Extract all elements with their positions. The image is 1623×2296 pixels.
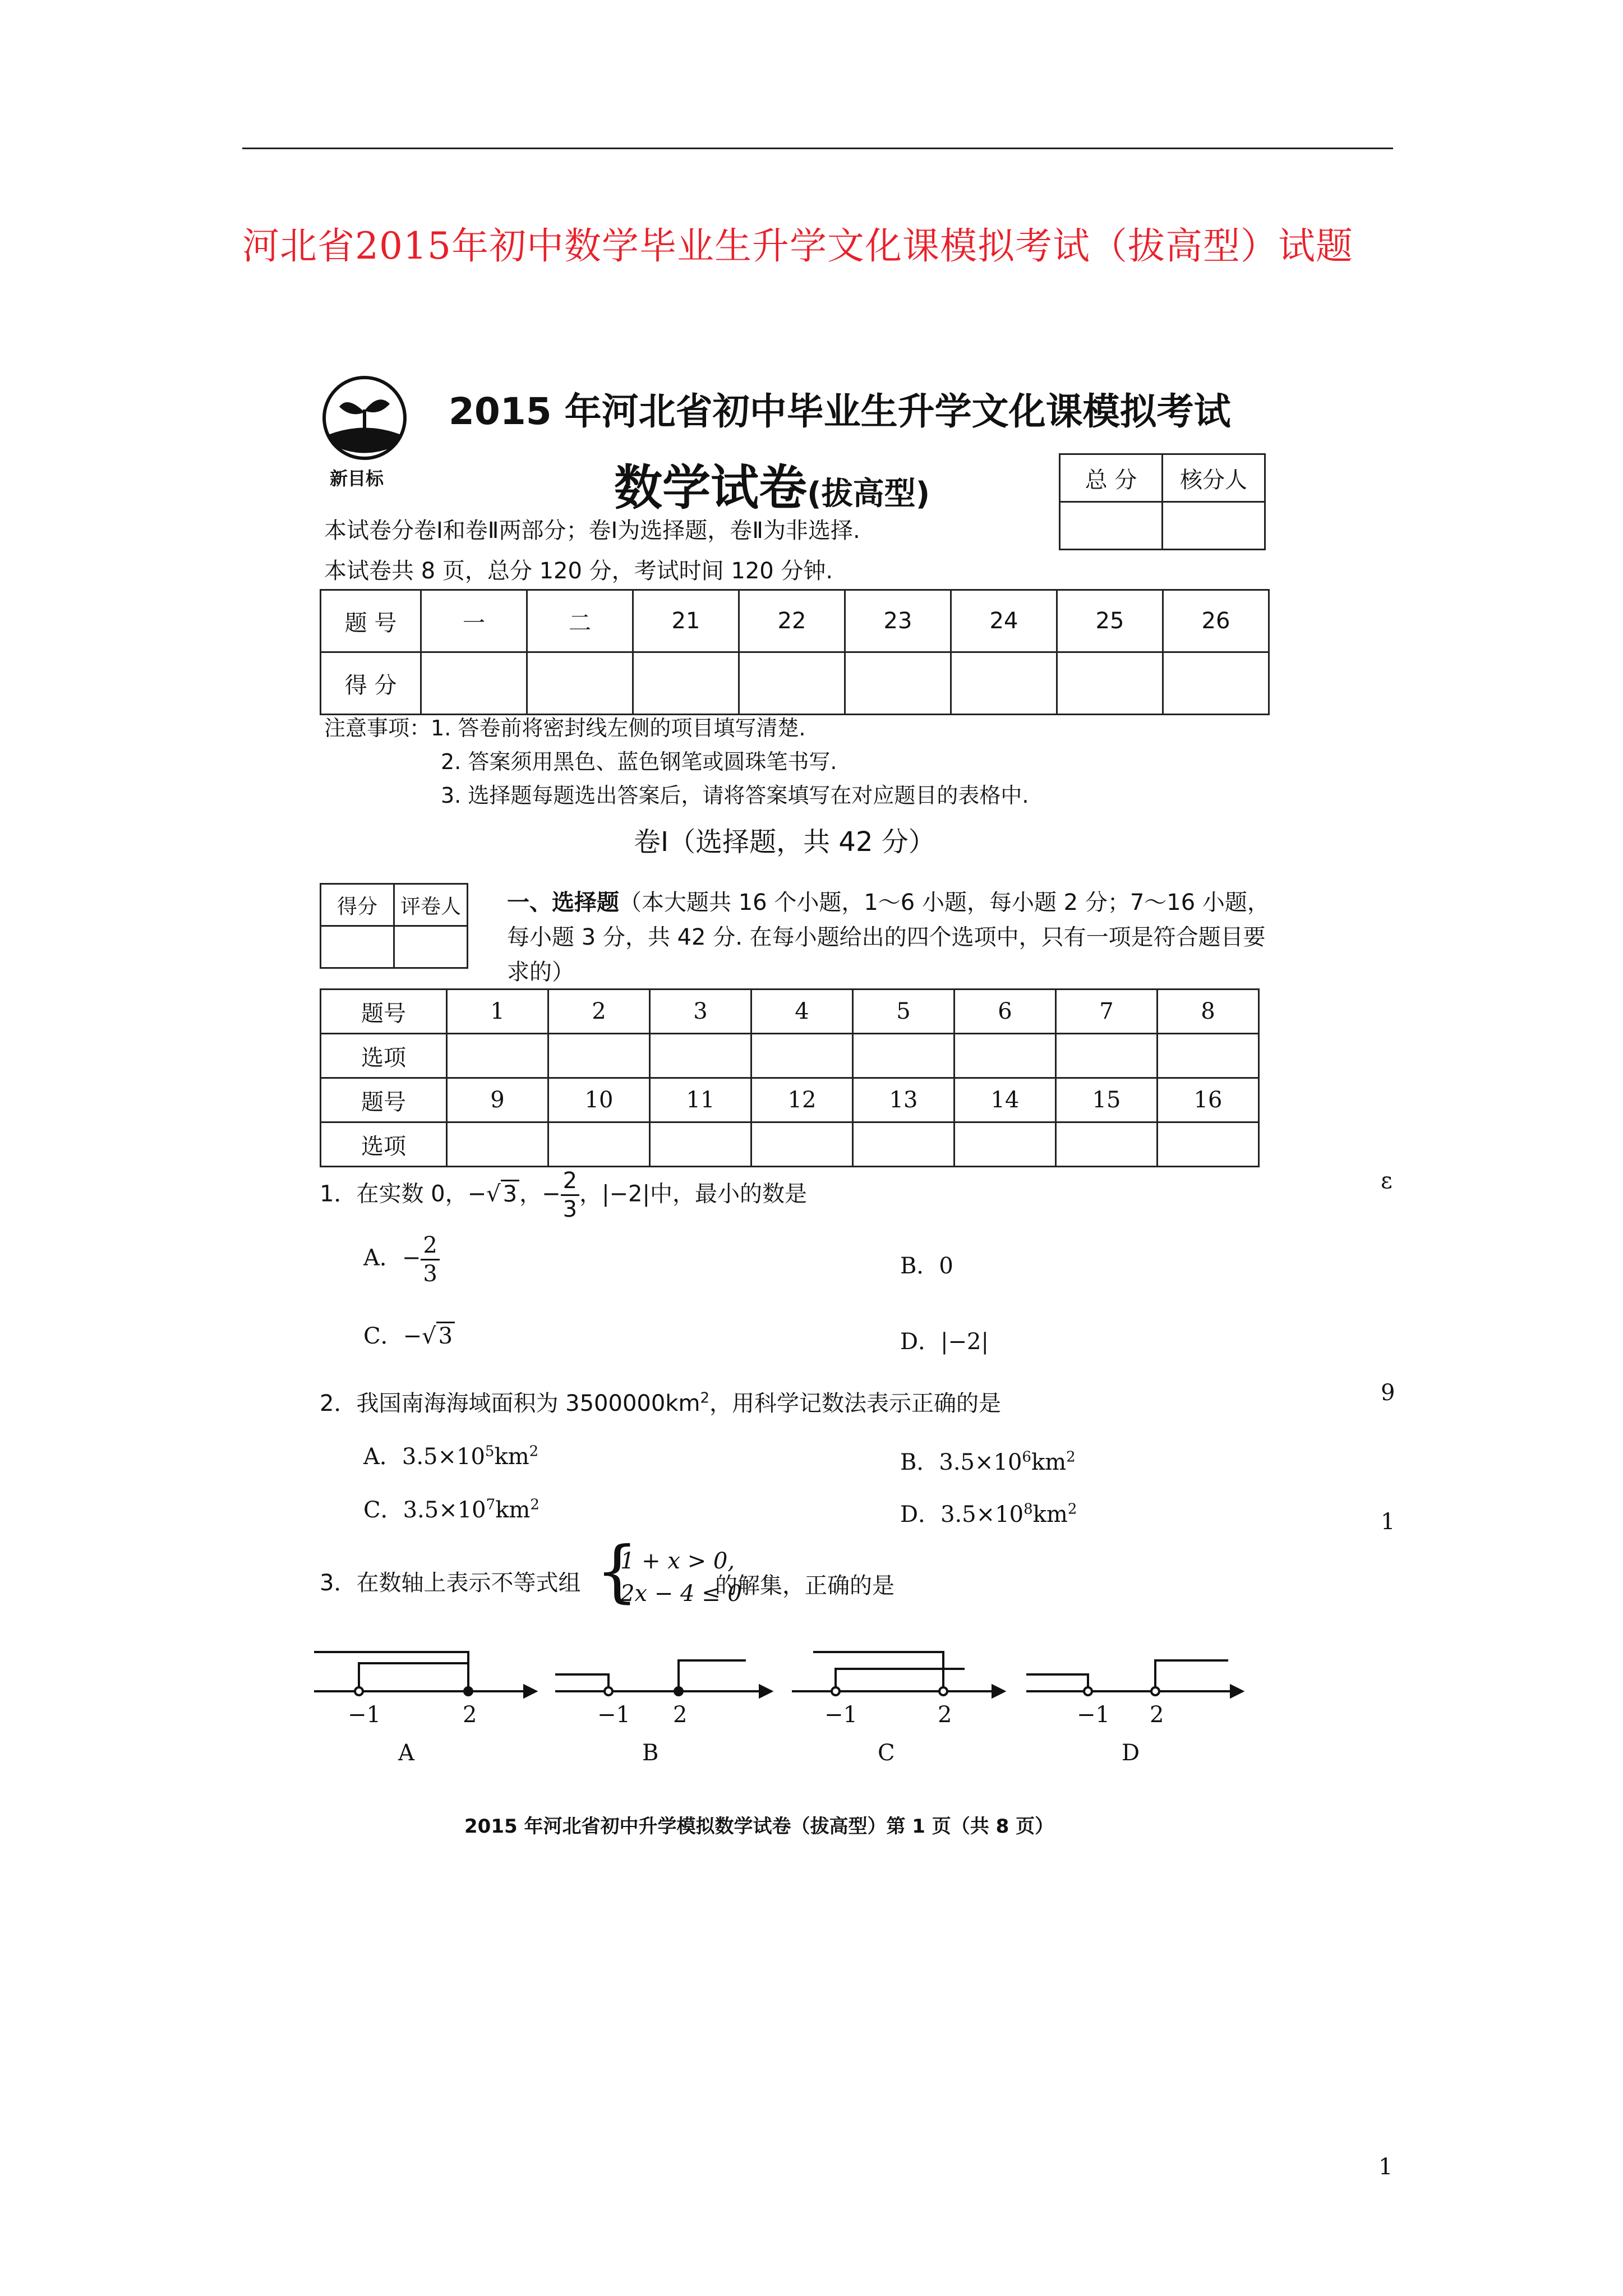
score-cell xyxy=(1163,652,1269,715)
q2-option-c xyxy=(363,1492,540,1524)
grader-cell xyxy=(394,926,468,968)
q1-option-d: D．|−2| xyxy=(900,1329,989,1355)
answer-q-num: 1 xyxy=(447,990,548,1034)
top-rule xyxy=(242,148,1393,149)
tick-pos: 2 xyxy=(463,1702,477,1728)
answer-q-label: 题号 xyxy=(321,990,447,1034)
answer-cell xyxy=(1158,1122,1259,1167)
logo-caption: 新目标 xyxy=(330,468,384,489)
answer-table xyxy=(320,988,1260,1167)
answer-q-num: 15 xyxy=(1056,1078,1158,1122)
answer-q-num: 16 xyxy=(1158,1078,1259,1122)
score-cell xyxy=(527,652,633,715)
option-label: B xyxy=(642,1740,659,1766)
total-score-table xyxy=(1059,453,1266,550)
option-label: A xyxy=(398,1740,414,1766)
answer-q-num: 2 xyxy=(548,990,650,1034)
q1-option-a xyxy=(363,1234,440,1285)
question-2 xyxy=(320,1386,1001,1418)
margin-mark: 1 xyxy=(1381,1509,1395,1535)
answer-cell xyxy=(1056,1034,1158,1078)
q2-a-exp: 5 xyxy=(485,1443,495,1460)
q1-option-b: B．0 xyxy=(900,1253,953,1279)
score-cell xyxy=(739,652,845,715)
answer-opt-label: 选项 xyxy=(321,1034,447,1078)
answer-cell xyxy=(1158,1034,1259,1078)
answer-q-num: 9 xyxy=(447,1078,548,1122)
score-col: 26 xyxy=(1163,590,1269,652)
option-label: C xyxy=(878,1740,895,1766)
option-label: D xyxy=(1122,1740,1140,1766)
q1-prefix: 1．在实数 0， xyxy=(320,1181,468,1207)
answer-cell xyxy=(751,1122,853,1167)
grader-table xyxy=(320,883,468,969)
note-item: 2. 答案须用黑色、蓝色钢笔或圆珠笔书写. xyxy=(441,749,837,774)
answer-cell xyxy=(548,1034,650,1078)
total-label: 总 分 xyxy=(1060,454,1163,502)
tick-pos: 2 xyxy=(1150,1702,1164,1728)
q2-option-a xyxy=(363,1439,538,1471)
q1-frac-neg: − xyxy=(542,1181,561,1207)
intro-text xyxy=(324,510,860,591)
q3-number-lines xyxy=(314,1632,1245,1767)
answer-q-num: 3 xyxy=(650,990,751,1034)
q2-unit-exp: 2 xyxy=(1067,1501,1077,1518)
answer-cell xyxy=(853,1034,955,1078)
tick-pos: 2 xyxy=(938,1702,952,1728)
intro-line: 本试卷共 8 页，总分 120 分，考试时间 120 分钟. xyxy=(324,558,833,584)
note-item: 3. 选择题每题选出答案后，请将答案填写在对应题目的表格中. xyxy=(441,783,1029,808)
q2-option-d xyxy=(900,1497,1077,1529)
tick-pos: 2 xyxy=(673,1702,688,1728)
q1-a-neg: − xyxy=(402,1245,421,1271)
q1-abs: |−2| xyxy=(602,1181,650,1207)
answer-cell xyxy=(955,1122,1056,1167)
paper-title xyxy=(614,449,930,518)
section1-text: （本大题共 16 个小题，1～6 小题，每小题 2 分；7～16 小题，每小题 3 分，共 42 分. 在每小题给出的四个选项中，只有一项是符合题目要求的） xyxy=(507,890,1270,985)
q1-neg: − xyxy=(467,1181,487,1207)
answer-q-num: 6 xyxy=(955,990,1056,1034)
answer-q-num: 5 xyxy=(853,990,955,1034)
score-col: 24 xyxy=(951,590,1057,652)
q1-sqrt: 3 xyxy=(501,1180,519,1207)
answer-cell xyxy=(853,1122,955,1167)
q3-brace-icon: { xyxy=(596,1533,639,1611)
score-row-header: 题 号 xyxy=(321,590,421,652)
answer-q-num: 4 xyxy=(751,990,853,1034)
notes xyxy=(324,711,1029,812)
margin-mark: 9 xyxy=(1381,1380,1395,1406)
section1-instructions xyxy=(507,885,1270,990)
q2-unit-exp: 2 xyxy=(530,1496,540,1513)
q3-ineq1: 1 + x > 0, xyxy=(620,1548,735,1574)
q2-unit: km xyxy=(494,1444,529,1470)
q2-text: 2．我国南海海域面积为 3500000km xyxy=(320,1391,700,1416)
tick-neg: −1 xyxy=(597,1702,630,1728)
score-col: 一 xyxy=(421,590,527,652)
intro-line: 本试卷分卷Ⅰ和卷Ⅱ两部分；卷Ⅰ为选择题，卷Ⅱ为非选择. xyxy=(324,518,860,544)
question-3 xyxy=(320,1565,580,1597)
margin-mark: ε xyxy=(1381,1168,1393,1194)
grader-score-label: 得分 xyxy=(321,884,394,926)
grader-label: 评卷人 xyxy=(394,884,468,926)
q2-unit: km xyxy=(1032,1502,1068,1527)
number-line-b xyxy=(555,1660,771,1697)
score-row-header: 得 分 xyxy=(321,652,421,715)
q1-frac-num: 2 xyxy=(561,1170,579,1196)
page-number: 1 xyxy=(1378,2154,1393,2180)
answer-cell xyxy=(650,1034,751,1078)
paper-subtitle: (拔高型) xyxy=(807,476,930,512)
score-cell xyxy=(421,652,527,715)
q1-sep: ， xyxy=(519,1181,542,1207)
answer-cell xyxy=(751,1034,853,1078)
q2-sup: 2 xyxy=(700,1389,709,1407)
answer-q-num: 7 xyxy=(1056,990,1158,1034)
exam-title: 2015 年河北省初中毕业生升学文化课模拟考试 xyxy=(449,390,1231,433)
tick-neg: −1 xyxy=(348,1702,381,1728)
q2-c-exp: 7 xyxy=(486,1496,496,1513)
paper-title-main: 数学试卷 xyxy=(614,460,807,516)
notes-label: 注意事项： xyxy=(324,716,431,740)
q1-a-label: A． xyxy=(363,1245,402,1271)
tick-neg: −1 xyxy=(824,1702,857,1728)
q3-ineq2: 2x − 4 ≤ 0 xyxy=(620,1581,742,1607)
answer-cell xyxy=(650,1122,751,1167)
grader-cell xyxy=(321,926,394,968)
q2-unit-exp: 2 xyxy=(1066,1448,1076,1466)
score-col: 22 xyxy=(739,590,845,652)
score-cell xyxy=(951,652,1057,715)
q1-a-fraction xyxy=(421,1234,439,1285)
q1-fraction xyxy=(561,1170,579,1221)
score-table xyxy=(320,589,1270,715)
answer-q-num: 13 xyxy=(853,1078,955,1122)
score-cell xyxy=(1057,652,1163,715)
q3-prefix: 3．在数轴上表示不等式组 xyxy=(320,1570,581,1596)
page-footer: 2015 年河北省初中升学模拟数学试卷（拔高型）第 1 页（共 8 页） xyxy=(464,1815,1054,1838)
answer-q-label: 题号 xyxy=(321,1078,447,1122)
document-title: 河北省2015年初中数学毕业生升学文化课模拟考试（拔高型）试题 xyxy=(242,224,1353,268)
q1-frac-den: 3 xyxy=(562,1197,578,1222)
q2-d-exp: 8 xyxy=(1023,1501,1033,1518)
q2-option-b xyxy=(900,1444,1076,1476)
q1-a-num: 2 xyxy=(421,1234,439,1260)
score-col: 25 xyxy=(1057,590,1163,652)
answer-q-num: 12 xyxy=(751,1078,853,1122)
q1-option-c: C．−√ 3 xyxy=(363,1318,455,1350)
number-line-a xyxy=(314,1652,536,1697)
number-line-c xyxy=(792,1652,1004,1697)
answer-cell xyxy=(548,1122,650,1167)
q3-suffix: 的解集，正确的是 xyxy=(715,1573,895,1599)
tick-neg: −1 xyxy=(1077,1702,1110,1728)
section1-heading: 一、选择题 xyxy=(507,890,619,915)
q2-d-text: D．3.5×10 xyxy=(900,1502,1024,1527)
answer-opt-label: 选项 xyxy=(321,1122,447,1167)
q2-text2: ，用科学记数法表示正确的是 xyxy=(709,1391,1001,1416)
q2-b-text: B．3.5×10 xyxy=(900,1450,1022,1475)
answer-q-num: 10 xyxy=(548,1078,650,1122)
sprout-logo-icon xyxy=(317,376,412,460)
checker-cell xyxy=(1163,502,1265,550)
score-cell xyxy=(633,652,739,715)
q1-c-neg: − xyxy=(403,1323,422,1349)
number-line-d xyxy=(1026,1660,1242,1697)
score-cell xyxy=(845,652,951,715)
score-col: 二 xyxy=(527,590,633,652)
score-col: 21 xyxy=(633,590,739,652)
answer-cell xyxy=(447,1122,548,1167)
total-cell xyxy=(1060,502,1163,550)
answer-cell xyxy=(1056,1122,1158,1167)
q2-c-text: C．3.5×10 xyxy=(363,1497,486,1523)
answer-q-num: 11 xyxy=(650,1078,751,1122)
q1-suffix: 中，最小的数是 xyxy=(649,1181,807,1207)
q1-a-den: 3 xyxy=(423,1261,437,1287)
part1-title: 卷Ⅰ（选择题，共 42 分） xyxy=(634,826,935,858)
q1-c-label: C． xyxy=(363,1323,403,1349)
q2-unit: km xyxy=(1031,1450,1067,1475)
checker-label: 核分人 xyxy=(1163,454,1265,502)
q1-c-sqrt: 3 xyxy=(436,1322,455,1349)
score-col: 23 xyxy=(845,590,951,652)
q2-b-exp: 6 xyxy=(1022,1448,1031,1466)
answer-cell xyxy=(447,1034,548,1078)
q2-unit-exp: 2 xyxy=(529,1443,539,1460)
answer-cell xyxy=(955,1034,1056,1078)
note-item: 1. 答卷前将密封线左侧的项目填写清楚. xyxy=(431,716,806,740)
q2-unit: km xyxy=(495,1497,531,1523)
question-1: 1．在实数 0，−√ 3 ，− $\frac{2}{3}$ ，|−2|中，最小的数是 xyxy=(320,1168,807,1222)
answer-q-num: 8 xyxy=(1158,990,1259,1034)
q1-sep: ， xyxy=(579,1181,602,1207)
q2-a-text: A．3.5×10 xyxy=(363,1444,485,1470)
answer-q-num: 14 xyxy=(955,1078,1056,1122)
